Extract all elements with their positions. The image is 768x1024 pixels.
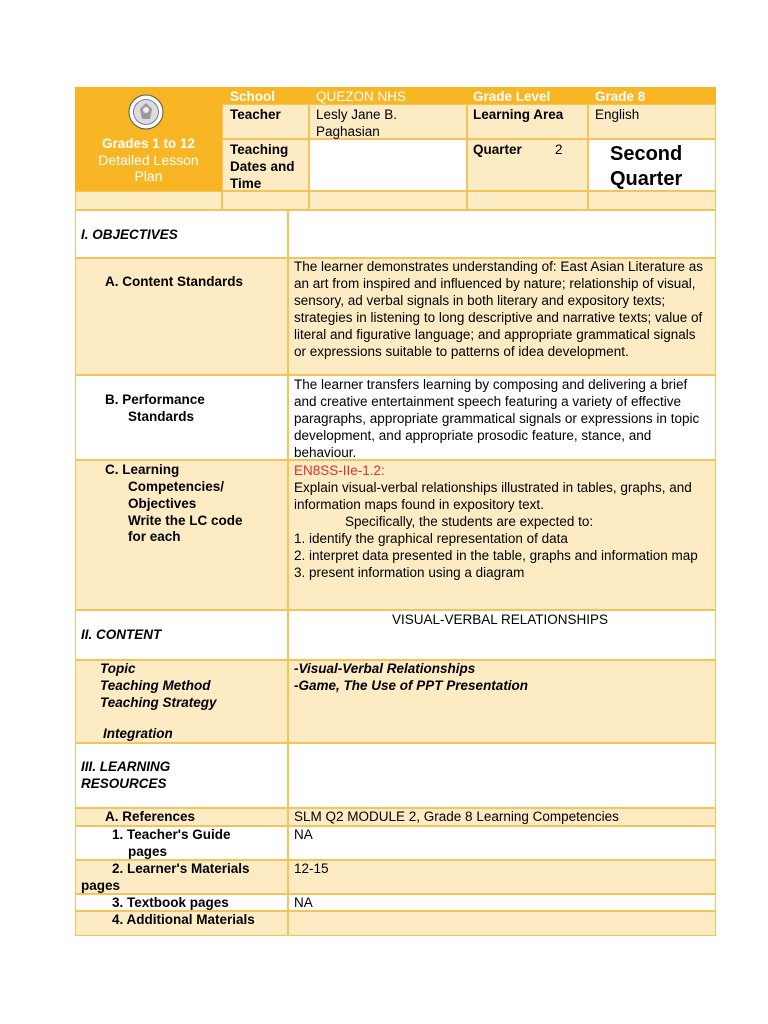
lc-label-3: Objectives [128,496,197,511]
textbook-value-cell [288,894,716,911]
lc-text-block [288,461,716,582]
topic-label: Topic [100,661,136,676]
resources-right-cell [288,743,716,808]
additional-value-cell [288,911,716,936]
header-spacer-c [467,191,588,210]
learners-materials-label-2: pages [81,878,121,893]
learners-materials-value: 12-15 [294,861,329,876]
objectives-right-cell [288,210,716,258]
teaching-method-label: Teaching Method [100,678,211,693]
content-standards-text: The learner demonstrates understanding of: East Asian Literature as an art from inspired and influenced by nature; relationship of visual, sensory, ad verbal signals in both literary and expository texts; strategies in listening to long descriptive and narrative texts; value of literal and figurative language; and appropriate grammatical signals or expressions suitable to patterns of idea development. [294,259,703,359]
lc-label-5: for each [128,529,181,544]
school-value: QUEZON NHS [316,89,407,104]
school-label: School [230,89,276,104]
header-spacer-b [309,191,467,210]
references-label: A. References [105,809,196,824]
textbook-value: NA [294,895,313,910]
grade-level-value: Grade 8 [595,89,646,104]
plan-title: Detailed Lesson Plan [98,152,199,184]
teachers-guide-label-2: pages [128,844,168,859]
lc-label-2: Competencies/ [128,479,225,494]
teachers-guide-value: NA [294,827,313,842]
resources-heading-1: III. LEARNING [81,759,171,774]
quarter-number: 2 [555,142,563,157]
lc-code: EN8SS-IIe-1.2: [294,463,385,478]
content-title: VISUAL-VERBAL RELATIONSHIPS [391,612,609,627]
references-value: SLM Q2 MODULE 2, Grade 8 Learning Competencies [294,809,619,824]
learners-materials-value-cell [288,860,716,894]
lc-item-2: 2. interpret data presented in the table, graphs and information map [294,548,698,563]
performance-text: The learner transfers learning by composing and delivering a brief and creative entertainment speech featuring a variety of effective paragraphs, appropriate grammatical signals or expressions in topic development, and appropriate prosodic feature, stance, and behaviour. [294,377,700,460]
teaching-strategy-label: Teaching Strategy [100,695,217,710]
teacher-label: Teacher [230,107,281,122]
performance-label-2: Standards [128,409,195,424]
quarter-value: Second Quarter [610,143,683,190]
learners-materials-label-1: 2. Learner's Materials [112,861,250,876]
topic-value: -Visual-Verbal Relationships [294,661,476,676]
quarter-label: Quarter [473,142,522,157]
lc-item-1: 1. identify the graphical representation of data [294,531,568,546]
lc-label-4: Write the LC code [128,513,243,528]
lc-specific: Specifically, the students are expected to: [345,514,594,529]
teachers-guide-value-cell [288,826,716,860]
performance-label-1: B. Performance [105,392,205,407]
teaching-method-value: -Game, The Use of PPT Presentation [294,678,529,693]
deped-seal-icon [128,94,164,130]
grades-label: Grades 1 to 12 [101,136,196,151]
header-spacer-left [75,191,222,210]
teacher-value: Lesly Jane B. Paghasian [316,107,398,139]
grade-level-label: Grade Level [473,89,551,104]
lc-label-1: C. Learning [105,462,180,477]
additional-materials-label: 4. Additional Materials [112,912,255,927]
content-standards-label: A. Content Standards [105,274,244,289]
resources-heading-2: RESOURCES [81,776,167,791]
teaching-dates-label: Teaching Dates and Time [230,142,295,191]
learning-area-value: English [595,107,640,122]
objectives-heading: I. OBJECTIVES [81,227,178,242]
learning-area-label: Learning Area [473,107,564,122]
integration-label: Integration [103,726,173,741]
dates-value-cell [309,139,467,191]
header-spacer-a [222,191,309,210]
lc-item-3: 3. present information using a diagram [294,565,525,580]
header-spacer-d [588,191,716,210]
content-heading: II. CONTENT [81,627,162,642]
lc-description: Explain visual-verbal relationships illustrated in tables, graphs, and information maps found in expository text. [294,480,692,512]
textbook-label: 3. Textbook pages [112,895,229,910]
teachers-guide-label-1: 1. Teacher's Guide [112,827,231,842]
